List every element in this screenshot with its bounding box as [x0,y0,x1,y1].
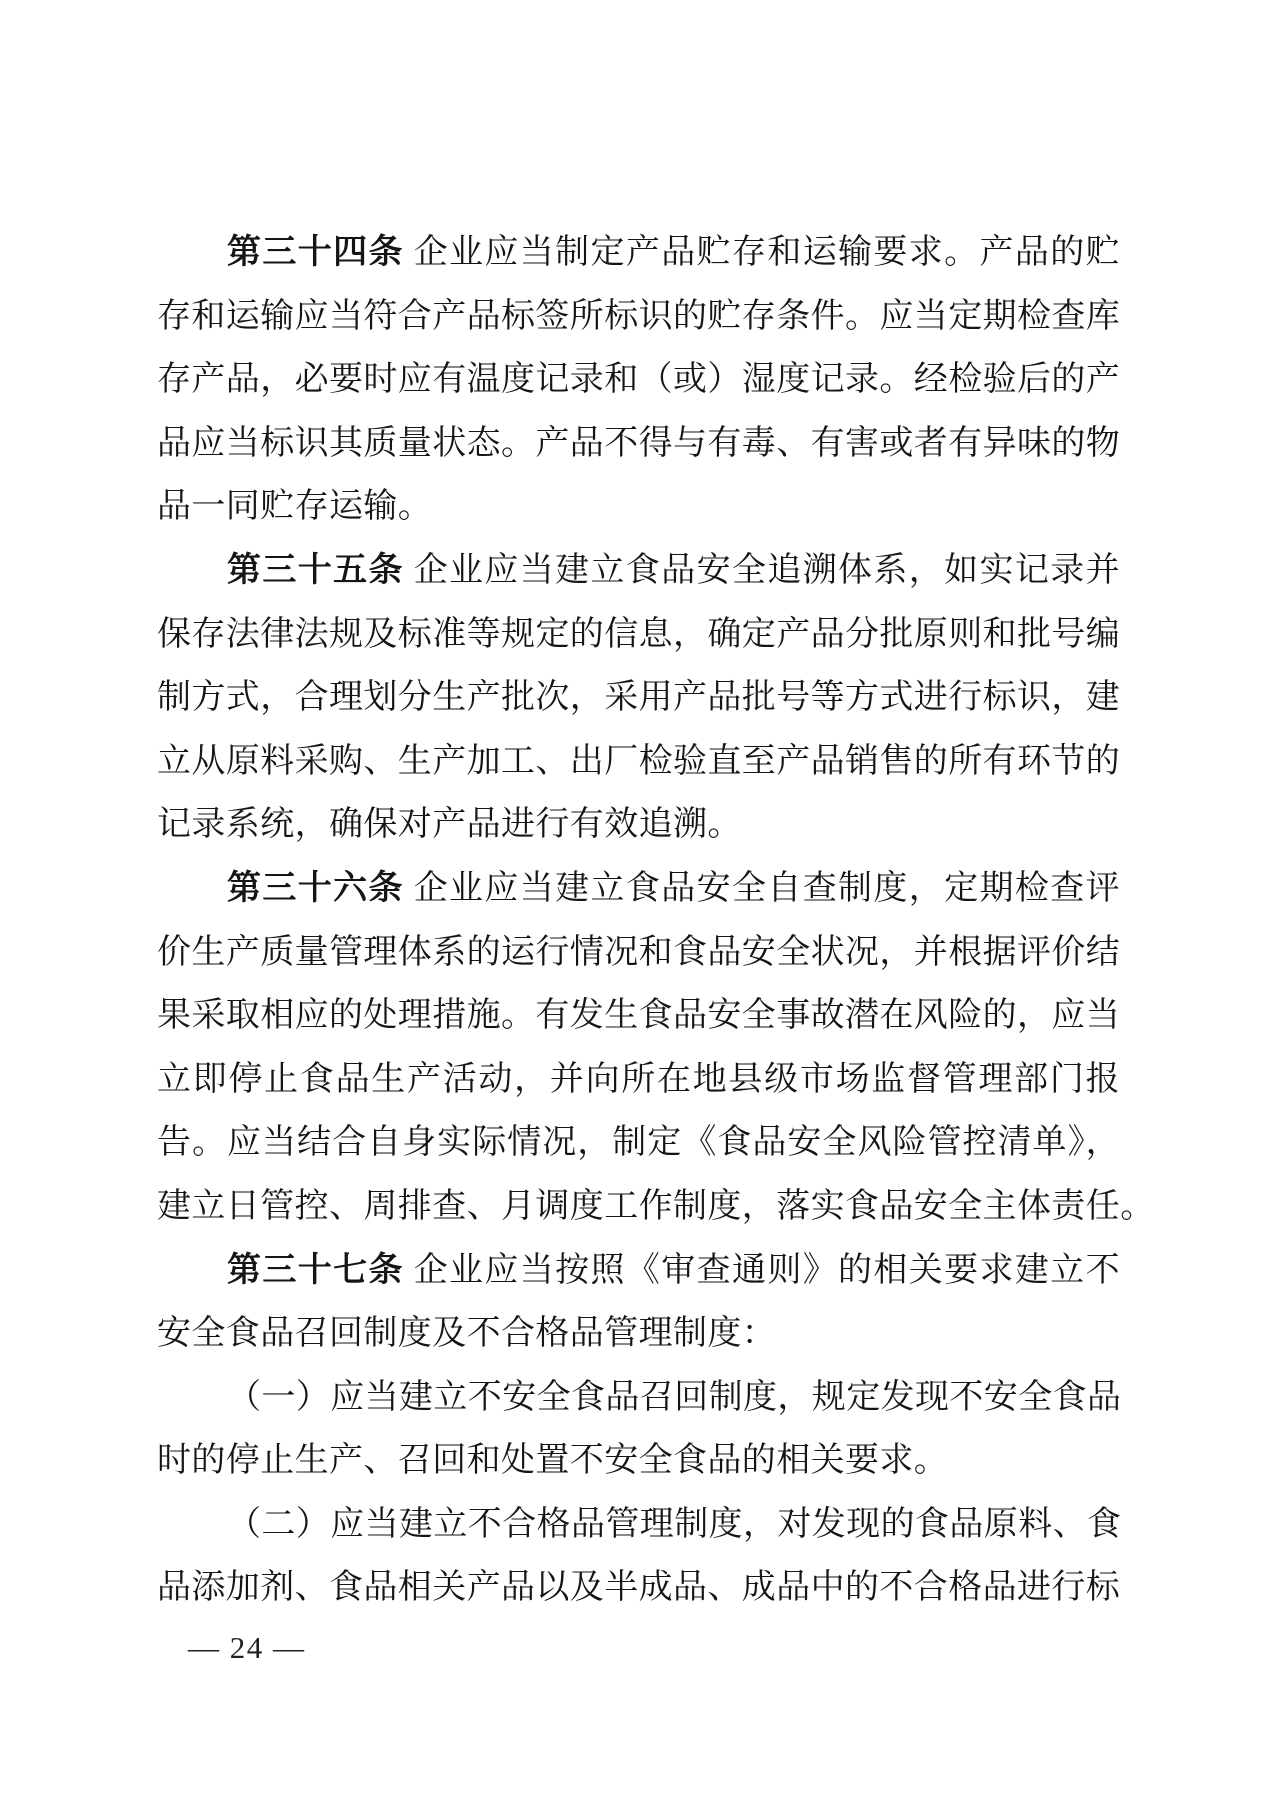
body-text-line [157,1302,1120,1366]
line-text: 品应当标识其质量状态。产品不得与有毒、有害或者有异味的物 [157,424,1121,462]
body-text-line [157,1175,1155,1239]
body-text-line [157,921,1120,985]
line-text: 立即停止食品生产活动，并向所在地县级市场监督管理部门报 [157,1060,1120,1098]
article-number: 第三十六条 [227,869,404,907]
body-text-line [157,1111,1120,1175]
line-text: 时的停止生产、召回和处置不安全食品的相关要求。 [157,1442,949,1480]
line-text: 建立日管控、周排查、月调度工作制度，落实食品安全主体责任。 [157,1187,1155,1225]
body-text-line [157,666,1120,730]
article-heading-line [157,539,1120,603]
line-text: 立从原料采购、生产加工、出厂检验直至产品销售的所有环节的 [157,742,1121,780]
article-number: 第三十五条 [227,551,404,589]
body-text-line [157,1429,1120,1493]
line-text: 记录系统，确保对产品进行有效追溯。 [157,806,742,844]
line-text: 品一同贮存运输。 [157,488,433,526]
line-text: 存和运输应当符合产品标签所标识的贮存条件。应当定期检查库 [157,297,1121,335]
line-text: 保存法律法规及标准等规定的信息，确定产品分批原则和批号编 [157,615,1121,653]
body-text-line [157,348,1120,412]
article-heading-line [157,1239,1120,1303]
line-text: （一）应当建立不安全食品召回制度，规定发现不安全食品 [227,1378,1122,1416]
body-text-line [157,603,1120,667]
body-text-line [157,1556,1120,1620]
body-text-line [157,793,1120,857]
line-text: 企业应当建立食品安全追溯体系，如实记录并 [403,551,1121,589]
line-text: 存产品，必要时应有温度记录和（或）湿度记录。经检验后的产 [157,361,1121,399]
body-text-line [157,984,1120,1048]
article-number: 第三十四条 [227,234,404,271]
line-text: （二）应当建立不合格品管理制度，对发现的食品原料、食 [227,1505,1122,1543]
document-body [157,221,1155,1620]
line-text: 制方式，合理划分生产批次，采用产品批号等方式进行标识，建 [157,679,1121,717]
line-text: 企业应当制定产品贮存和运输要求。产品的贮 [403,234,1121,271]
body-text-line [157,1048,1120,1112]
body-text-line [157,475,1120,539]
body-text-line [157,412,1120,476]
line-text: 企业应当按照《审查通则》的相关要求建立不 [403,1251,1121,1289]
line-text: 品添加剂、食品相关产品以及半成品、成品中的不合格品进行标 [157,1569,1121,1607]
article-number: 第三十七条 [227,1251,404,1289]
line-text: 告。应当结合自身实际情况，制定《食品安全风险管控清单》， [157,1124,1120,1162]
line-text: 企业应当建立食品安全自查制度，定期检查评 [403,869,1121,907]
article-heading-line [157,857,1120,921]
body-text-line [157,1493,1120,1557]
page-number: — 24 — [188,1630,306,1665]
body-text-line [157,285,1120,349]
body-text-line [157,1366,1120,1430]
line-text: 安全食品召回制度及不合格品管理制度： [157,1315,777,1353]
body-text-line [157,730,1120,794]
line-text: 果采取相应的处理措施。有发生食品安全事故潜在风险的，应当 [157,997,1121,1035]
line-text: 价生产质量管理体系的运行情况和食品安全状况，并根据评价结 [157,933,1121,971]
article-heading-line [157,221,1120,285]
